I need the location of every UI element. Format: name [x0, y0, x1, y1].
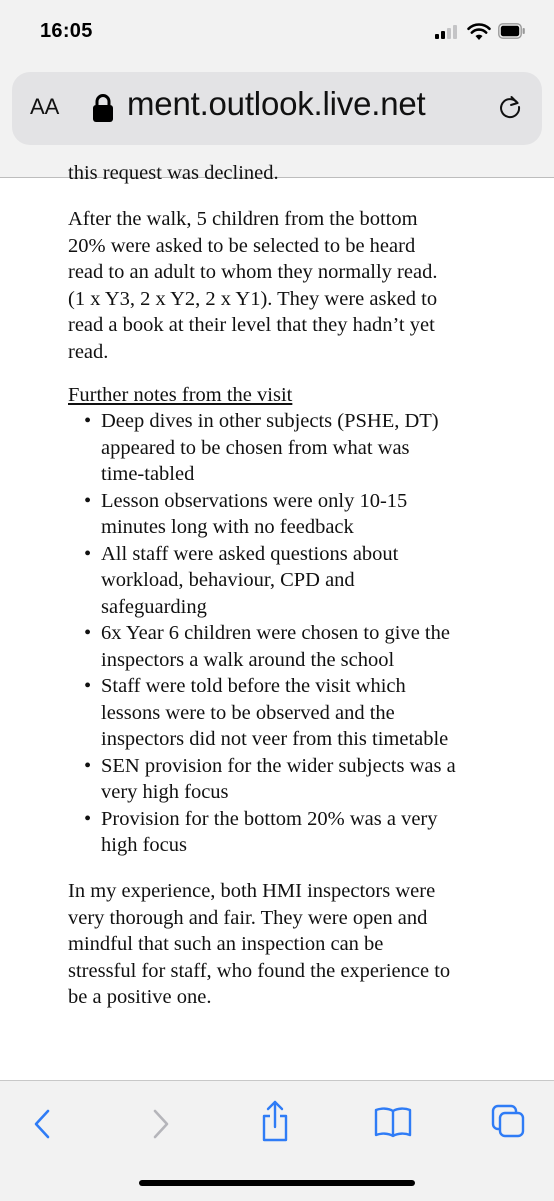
- document-viewer[interactable]: [0, 162, 554, 1080]
- text-line: appeared to be chosen from what was: [101, 436, 410, 459]
- text-line: After the walk, 5 children from the bottom: [68, 208, 418, 230]
- status-time: 16:05: [40, 20, 93, 42]
- text-line: 6x Year 6 children were chosen to give the: [101, 622, 450, 644]
- list-item: [0, 753, 481, 806]
- notes-heading: Further notes from the visit: [68, 384, 293, 406]
- text-line: very thorough and fair. They were open and: [68, 906, 428, 929]
- paragraph-experience: [68, 878, 508, 1011]
- list-item: [0, 408, 481, 488]
- text-line: workload, behaviour, CPD and: [101, 569, 355, 591]
- tabs-icon[interactable]: [490, 1103, 526, 1135]
- text-size-label: AA: [30, 94, 60, 119]
- bullet-icon: •: [84, 410, 92, 432]
- text-line: Lesson observations were only 10-15: [101, 489, 408, 512]
- bullet-icon: •: [84, 622, 92, 644]
- wifi-icon: [467, 23, 491, 41]
- text-line: (1 x Y3, 2 x Y2, 2 x Y1). They were asked to: [68, 287, 438, 310]
- list-item: [0, 806, 481, 859]
- text-line: Deep dives in other subjects (PSHE, DT): [101, 410, 439, 432]
- text-line: mindful that such an inspection can be: [68, 933, 384, 955]
- text-line: stressful for staff, who found the experience to: [68, 959, 451, 982]
- cellular-signal-icon: [435, 25, 457, 39]
- cut-off-text: this request was declined.: [68, 162, 279, 184]
- bullet-icon: •: [84, 489, 92, 512]
- text-line: Staff were told before the visit which: [101, 675, 406, 697]
- bullet-icon: •: [84, 807, 92, 830]
- text-line: read.: [68, 340, 109, 363]
- back-icon[interactable]: [30, 1107, 66, 1139]
- url-text[interactable]: ment.outlook.live.net: [127, 85, 426, 122]
- bullet-icon: •: [84, 542, 92, 565]
- text-line: Provision for the bottom 20% was a very: [101, 807, 438, 830]
- list-item: [0, 620, 481, 673]
- text-line: read to an adult to whom they normally read.: [68, 261, 438, 283]
- list-item: [0, 541, 481, 621]
- battery-icon: [498, 23, 524, 39]
- text-line: safeguarding: [101, 595, 207, 618]
- text-line: read a book at their level that they hadn’t yet: [68, 314, 435, 336]
- text-line: very high focus: [101, 781, 229, 803]
- paragraph-walk: [68, 206, 508, 365]
- text-line: inspectors a walk around the school: [101, 648, 395, 671]
- text-line: 20% were asked to be selected to be heard: [68, 234, 416, 257]
- text-line: All staff were asked questions about: [101, 542, 399, 565]
- text-line: time-tabled: [101, 463, 195, 485]
- bullet-icon: •: [84, 754, 92, 777]
- text-line: minutes long with no feedback: [101, 516, 354, 538]
- address-bar[interactable]: [12, 72, 542, 145]
- bullet-icon: •: [84, 675, 92, 697]
- text-line: high focus: [101, 834, 187, 856]
- home-indicator[interactable]: [139, 1180, 415, 1186]
- status-bar: [0, 0, 554, 62]
- text-line: SEN provision for the wider subjects was a: [101, 754, 456, 777]
- text-line: be a positive one.: [68, 986, 212, 1008]
- share-icon[interactable]: [259, 1099, 295, 1131]
- bookmarks-icon[interactable]: [373, 1105, 409, 1137]
- list-item: [0, 673, 481, 753]
- lock-icon: [92, 93, 114, 123]
- notes-list: [0, 408, 481, 859]
- text-line: lessons were to be observed and the: [101, 701, 395, 724]
- text-line: inspectors did not veer from this timetable: [101, 728, 449, 750]
- text-size-button[interactable]: [30, 94, 59, 120]
- text-line: In my experience, both HMI inspectors were: [68, 880, 436, 902]
- reload-icon[interactable]: [497, 94, 523, 120]
- list-item: [0, 488, 481, 541]
- forward-icon[interactable]: [145, 1107, 181, 1139]
